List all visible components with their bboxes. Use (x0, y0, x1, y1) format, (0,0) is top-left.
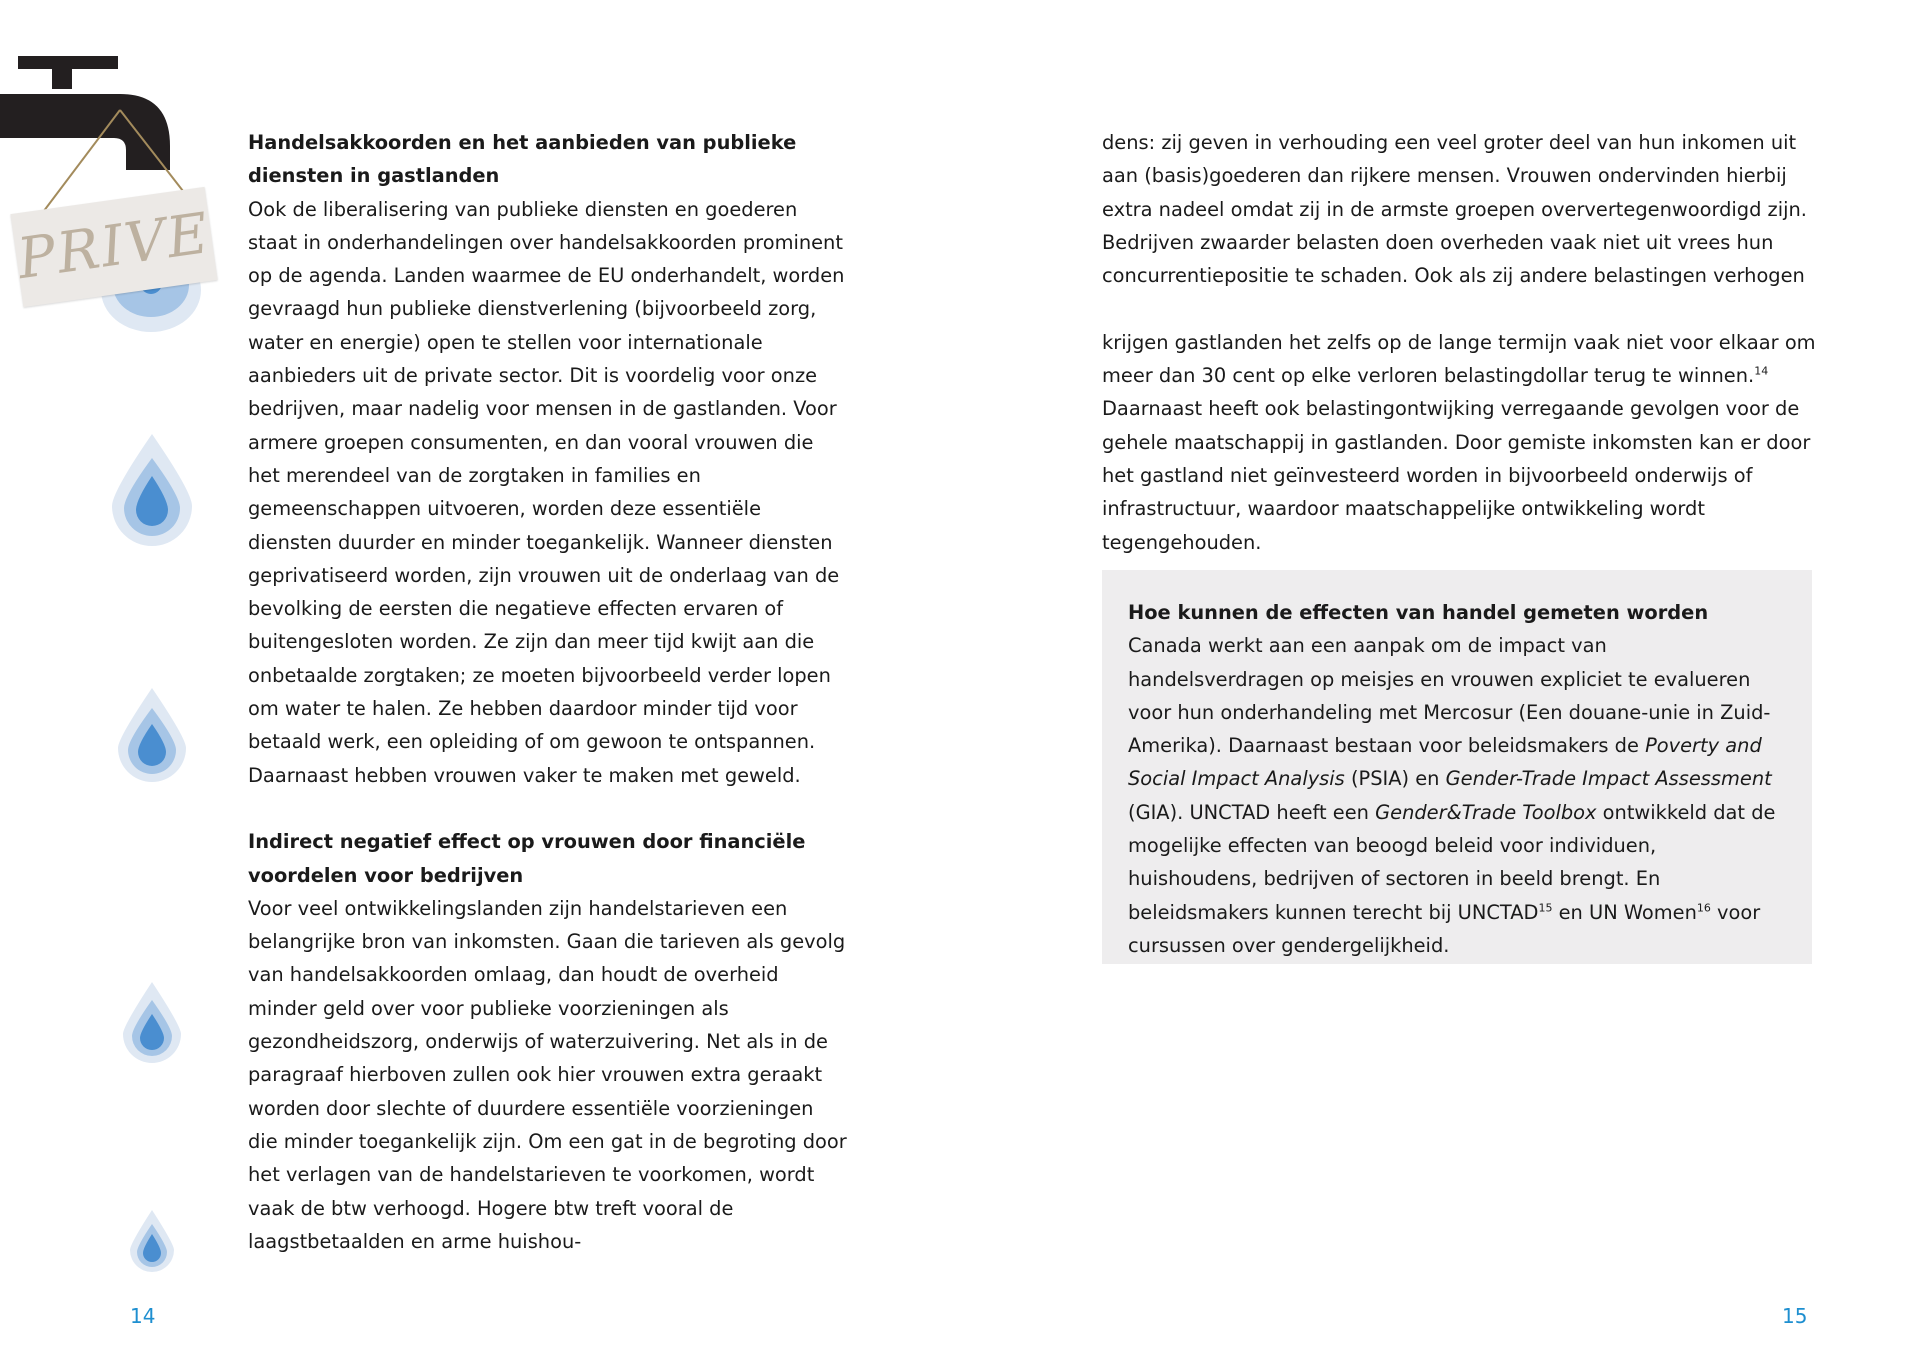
prive-sign-text: PRIVE (13, 200, 215, 293)
footnote-ref-14: 14 (1754, 364, 1769, 378)
paragraph-belasting: dens: zij geven in verhouding een veel groter deel van hun inkomen uit aan (basis)goederen dan rijkere mensen. Vrouwen ondervinden hierbij extra nadeel omdat zij in de armste groepen oververtegenwoordigd zijn. Bedrijven zwaarder belasten doen overheden vaak niet uit vrees hun concurrentiepositie te schaden. Ook als zij andere belastingen verhogen (1102, 131, 1807, 288)
footnote-ref-15: 15 (1538, 901, 1553, 915)
paragraph-handelstarieven: Voor veel ontwikkelingslanden zijn handelstarieven een belangrijke bron van inkomsten. Gaan die tarieven als gevolg van handelsakkoorden omlaag, dan houdt de overheid minder geld over voor publieke voorzieningen als gezondheidszorg, onderwijs of waterzuivering. Net als in de paragraaf hierboven zullen ook hier vrouwen extra geraakt worden door slechte of duurdere essentiële voorzieningen die minder toegankelijk zijn. Om een gat in de begroting door het verlagen van de handelstarieven te voorkomen, wordt vaak de btw verhoogd. Hogere btw treft vooral de laagstbetaalden en arme huishou- (248, 896, 847, 1253)
info-box (1102, 570, 1812, 964)
paragraph-belastingontwijking: krijgen gastlanden het zelfs op de lange termijn vaak niet voor elkaar om meer dan 30 cent op elke verloren belastingdollar terug te winnen.$^{14}$ Daarnaast heeft ook belastingontwijking verregaande gevolgen voor de gehele maatschappij in gastlanden. Door gemiste inkomsten kan er door het gastland niet geïnvesteerd worden in bijvoorbeeld onderwijs of infrastructuur, waardoor maatschappelijke ontwikkeling wordt tegengehouden. (1102, 330, 1816, 554)
page-number-right: 15 (1782, 1304, 1808, 1328)
water-drop-icon (128, 1206, 176, 1274)
right-column (1102, 126, 1822, 559)
heading-handelsakkoorden: Handelsakkoorden en het aanbieden van publieke diensten in gastlanden (248, 131, 797, 188)
water-drop-icon (116, 684, 188, 784)
footnote-ref-16: 16 (1696, 901, 1711, 915)
info-box-text: Canada werkt aan een aanpak om de impact van handelsverdragen op meisjes en vrouwen expliciet te evalueren voor hun onderhandeling met Mercosur (Een douane-unie in Zuid-Amerika). Daarnaast bestaan voor beleidsmakers de Poverty and Social Impact Analysis (PSIA) en Gender-Trade Impact Assessment (GIA). UNCTAD heeft een Gender&Trade Toolbox ontwikkeld dat de mogelijke effecten van beoogd beleid voor individuen, huishoudens, bedrijven of sectoren in beeld brengt. En beleidsmakers kunnen terecht bij UNCTAD$^{15}$ en UN Women$^{16}$ voor cursussen over gendergelijkheid. (1128, 634, 1776, 957)
water-drop-icon (110, 430, 194, 546)
paragraph-liberalisering: Ook de liberalisering van publieke diensten en goederen staat in onderhandelingen over handelsakkoorden prominent op de agenda. Landen waarmee de EU onderhandelt, worden gevraagd hun publieke dienstverlening (bijvoorbeeld zorg, water en energie) open te stellen voor internationale aanbieders uit de private sector. Dit is voordelig voor onze bedrijven, maar nadelig voor mensen in de gastlanden. Voor armere groepen consumenten, en dan vooral vrouwen die het merendeel van de zorgtaken in families en gemeenschappen uitvoeren, worden deze essentiële diensten duurder en minder toegankelijk. Wanneer diensten geprivatiseerd worden, zijn vrouwen uit de onderlaag van de bevolking de eersten die negatieve effecten ervaren of buitengesloten worden. Ze zijn dan meer tijd kwijt aan die onbetaalde zorgtaken; ze moeten bijvoorbeeld verder lopen om water te halen. Ze hebben daardoor minder tijd voor betaald werk, een opleiding of om gewoon te ontspannen. Daarnaast hebben vrouwen vaker te maken met geweld. (248, 197, 845, 787)
water-drop-icon (121, 978, 183, 1066)
page-number-left: 14 (130, 1304, 156, 1328)
heading-indirect-effect: Indirect negatief effect op vrouwen door financiële voordelen voor bedrijven (248, 830, 806, 887)
left-column (248, 126, 848, 1258)
info-box-title: Hoe kunnen de effecten van handel gemeten worden (1128, 601, 1709, 624)
